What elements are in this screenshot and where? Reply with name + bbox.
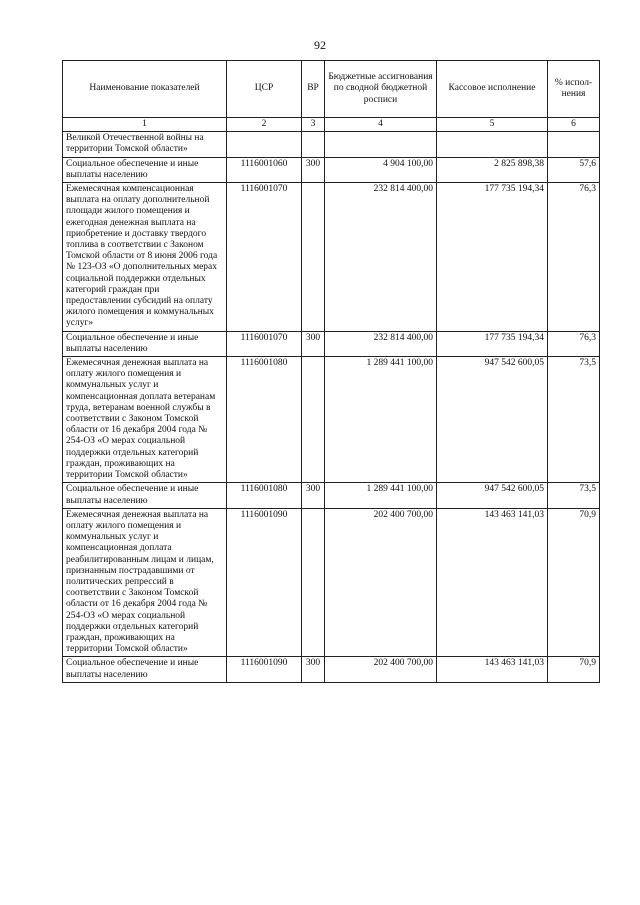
header-row (63, 61, 600, 118)
row-csr: 1116001080 (227, 483, 302, 508)
row-pct: 70,9 (548, 508, 600, 657)
row-budget: 202 400 700,00 (325, 508, 437, 657)
row-name: Великой Отечественной войны на территории Томской области» (63, 132, 227, 157)
row-vr (302, 183, 325, 332)
table-row (63, 132, 600, 157)
row-csr (227, 132, 302, 157)
budget-execution-table (62, 60, 600, 683)
row-vr: 300 (302, 331, 325, 356)
row-budget: 4 904 100,00 (325, 157, 437, 182)
column-number: 6 (548, 118, 600, 132)
column-number: 3 (302, 118, 325, 132)
row-vr (302, 357, 325, 483)
row-budget: 232 814 400,00 (325, 183, 437, 332)
table-row (63, 357, 600, 483)
column-number: 4 (325, 118, 437, 132)
row-name: Ежемесячная компенсационная выплата на оплату дополнительной площади жилого помещения и ежегодная денежная выплата на приобретение и доставку твердого топлива в соответствии с Законом Томской области от 8 июня 2006 года № 123-ОЗ «О дополнительных мерах социальной поддержки отдельных категорий граждан при предоставлении субсидий на оплату жилого помещения и коммунальных услуг» (63, 183, 227, 332)
header-vr: ВР (302, 61, 325, 118)
row-csr: 1116001090 (227, 657, 302, 682)
row-pct: 57,6 (548, 157, 600, 182)
table-row (63, 657, 600, 682)
row-vr: 300 (302, 157, 325, 182)
row-vr: 300 (302, 483, 325, 508)
row-pct (548, 132, 600, 157)
row-csr: 1116001080 (227, 357, 302, 483)
column-number: 5 (437, 118, 548, 132)
table-row (63, 331, 600, 356)
table-row (63, 157, 600, 182)
row-cash: 177 735 194,34 (437, 331, 548, 356)
row-budget: 232 814 400,00 (325, 331, 437, 356)
page-number: 92 (314, 38, 326, 52)
row-cash: 947 542 600,05 (437, 357, 548, 483)
column-number: 1 (63, 118, 227, 132)
row-name: Социальное обеспечение и иные выплаты населению (63, 657, 227, 682)
row-vr (302, 508, 325, 657)
row-pct: 76,3 (548, 331, 600, 356)
row-name: Социальное обеспечение и иные выплаты населению (63, 483, 227, 508)
row-pct: 76,3 (548, 183, 600, 332)
row-name: Социальное обеспечение и иные выплаты населению (63, 157, 227, 182)
row-budget (325, 132, 437, 157)
header-csr: ЦСР (227, 61, 302, 118)
row-name: Ежемесячная денежная выплата на оплату жилого помещения и коммунальных услуг и компенсационная доплата ветеранам труда, ветеранам военной службы в соответствии с Законом Томской области от 16 декабря 2004 года № 254-ОЗ «О мерах социальной поддержки отдельных категорий граждан, проживающих на территории Томской области» (63, 357, 227, 483)
row-cash (437, 132, 548, 157)
header-pct: % испол-нения (548, 61, 600, 118)
row-pct: 73,5 (548, 357, 600, 483)
row-csr: 1116001090 (227, 508, 302, 657)
row-csr: 1116001060 (227, 157, 302, 182)
row-csr: 1116001070 (227, 183, 302, 332)
row-vr (302, 132, 325, 157)
column-number: 2 (227, 118, 302, 132)
row-name: Социальное обеспечение и иные выплаты населению (63, 331, 227, 356)
row-pct: 73,5 (548, 483, 600, 508)
header-name: Наименование показателей (63, 61, 227, 118)
table-row (63, 508, 600, 657)
row-cash: 947 542 600,05 (437, 483, 548, 508)
row-budget: 202 400 700,00 (325, 657, 437, 682)
row-cash: 177 735 194,34 (437, 183, 548, 332)
table-row (63, 183, 600, 332)
row-cash: 143 463 141,03 (437, 508, 548, 657)
row-name: Ежемесячная денежная выплата на оплату жилого помещения и коммунальных услуг и компенсационная доплата реабилитированным лицам и лицам, признанным пострадавшими от политических репрессий в соответствии с Законом Томской области от 16 декабря 2004 года № 254-ОЗ «О мерах социальной поддержки отдельных категорий граждан, проживающих на территории Томской области» (63, 508, 227, 657)
row-budget: 1 289 441 100,00 (325, 357, 437, 483)
row-cash: 2 825 898,38 (437, 157, 548, 182)
row-vr: 300 (302, 657, 325, 682)
column-number-row (63, 118, 600, 132)
header-budget: Бюджетные ассигнования по сводной бюджетной росписи (325, 61, 437, 118)
header-cash: Кассовое исполнение (437, 61, 548, 118)
row-csr: 1116001070 (227, 331, 302, 356)
row-pct: 70,9 (548, 657, 600, 682)
row-cash: 143 463 141,03 (437, 657, 548, 682)
table-row (63, 483, 600, 508)
row-budget: 1 289 441 100,00 (325, 483, 437, 508)
